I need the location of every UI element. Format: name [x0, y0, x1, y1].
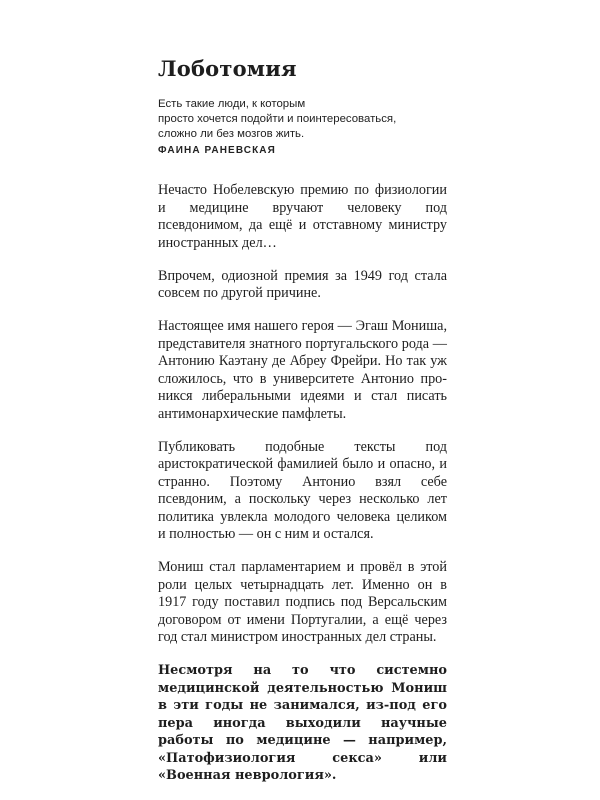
- epigraph-line: Есть такие люди, к которым: [158, 98, 306, 110]
- epigraph-line: просто хочется подойти и поинтересоваться,: [158, 113, 397, 125]
- body-text: [158, 182, 447, 800]
- paragraph-bold: Несмотря на то что системно медицинской деятельностью Мониш в эти годы не занимался, из-под его пера иногда выходили научные работы по медицине — например, «Патофизиология секса» или «Военная неврология».: [158, 663, 447, 783]
- paragraph: Мониш стал парламентарием и провёл в этой роли целых четырнадцать лет. Именно он в 1917 году поставил подпись под Версальским договором от имени Португалии, а ещё через год стал министром иностранных дел страны.: [158, 559, 447, 645]
- epigraph-line: сложно ли без мозгов жить.: [158, 128, 305, 140]
- paragraph: Публиковать подобные тексты под аристократической фамилией было и опасно, и странно. Поэтому Антонио взял себе псевдоним, а поскольку через несколько лет политика увлекла молодого человека целиком и полностью — он с ним и остался.: [158, 438, 447, 542]
- epigraph-author: ФАИНА РАНЕВСКАЯ: [158, 145, 276, 156]
- epigraph: [158, 97, 447, 158]
- chapter-title: Лоботомия: [158, 56, 297, 81]
- paragraph: Настоящее имя нашего героя — Эгаш Мониша, представителя знатного португальского рода — Антонию Каэтану де Абреу Фрейри. Но так уж сложилось, что в университете Антонио проникся либеральными идеями и стал писать антимонархические памфлеты.: [158, 318, 447, 422]
- book-page: [158, 55, 447, 783]
- paragraph: Впрочем, одиозной премия за 1949 год стала совсем по другой причине.: [158, 267, 447, 301]
- paragraph: Нечасто Нобелевскую премию по физиологии и медицине вручают человеку под псевдонимом, да ещё и отставному министру иностранных дел…: [158, 182, 447, 251]
